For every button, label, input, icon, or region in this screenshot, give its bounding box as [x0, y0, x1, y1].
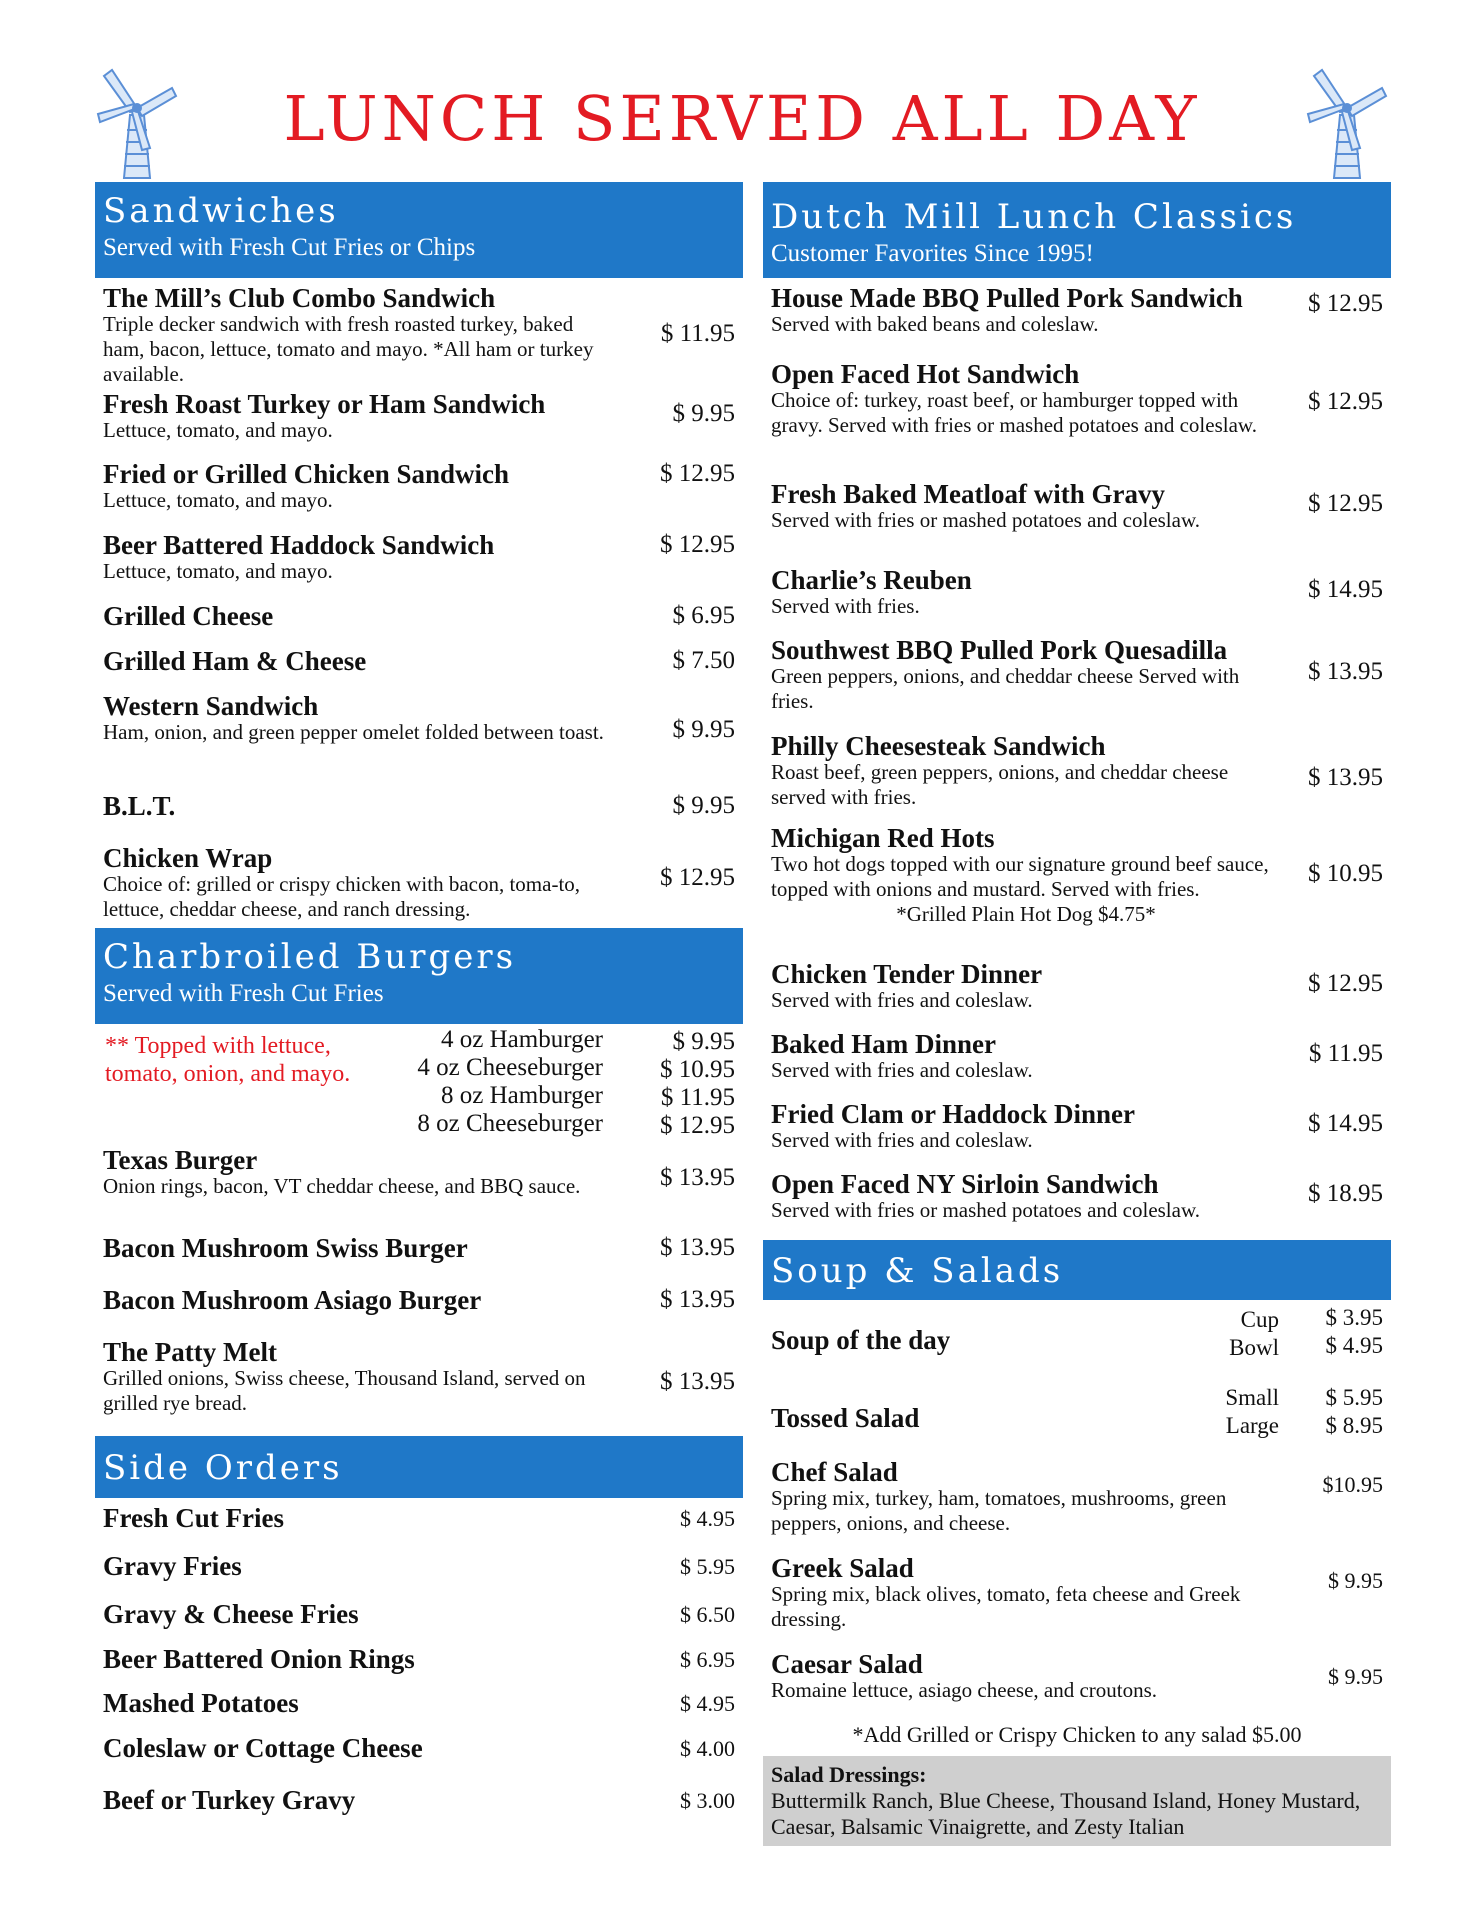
- item-description: Two hot dogs topped with our signature ground beef sauce, topped with onions and mustard. Served with fries.: [771, 852, 1269, 901]
- item-price: $ 12.95: [1308, 388, 1383, 415]
- soup-options: [1229, 1306, 1279, 1362]
- item-description: Lettuce, tomato, and mayo.: [103, 559, 333, 583]
- list-item: [95, 1338, 743, 1428]
- item-price: $ 7.50: [672, 647, 735, 674]
- item-name: Chef Salad: [771, 1457, 898, 1487]
- section-title: Sandwiches: [103, 191, 339, 231]
- item-name: Open Faced Hot Sandwich: [771, 359, 1080, 389]
- size-label: 4 oz Hamburger: [441, 1026, 603, 1053]
- size-price: $ 9.95: [672, 1028, 735, 1055]
- list-item: [95, 531, 743, 602]
- item-price: $10.95: [1322, 1472, 1383, 1497]
- item-name: Grilled Cheese: [103, 601, 274, 631]
- item-name: Beef or Turkey Gravy: [103, 1785, 356, 1815]
- sides-header: [95, 1436, 743, 1498]
- item-name: Western Sandwich: [103, 691, 319, 721]
- item-description: Spring mix, turkey, ham, tomatoes, mushrooms, green peppers, onions, and cheese.: [771, 1486, 1227, 1535]
- section-title: Dutch Mill Lunch Classics: [771, 197, 1297, 237]
- list-item: [95, 692, 743, 792]
- item-name: Gravy & Cheese Fries: [103, 1599, 359, 1629]
- item-name: Chicken Wrap: [103, 843, 273, 873]
- left-column: [95, 182, 743, 1830]
- list-item: [95, 390, 743, 460]
- tossed-row: [763, 1382, 1391, 1458]
- section-subtitle: Served with Fresh Cut Fries or Chips: [103, 234, 476, 261]
- item-price: $ 5.95: [680, 1554, 735, 1579]
- right-column: [763, 182, 1391, 1846]
- item-name: Soup of the day: [771, 1325, 951, 1355]
- item-price: $ 13.95: [660, 1286, 735, 1313]
- item-name: Fresh Cut Fries: [103, 1503, 284, 1533]
- section-title: Soup & Salads: [771, 1251, 1064, 1291]
- soup-row: [763, 1304, 1391, 1382]
- item-price: $ 13.95: [1308, 658, 1383, 685]
- classics-list: [763, 284, 1391, 1236]
- item-price: $ 13.95: [660, 1368, 735, 1395]
- list-item: [763, 284, 1391, 360]
- item-price: $ 14.95: [1308, 1110, 1383, 1137]
- item-name: Fried Clam or Haddock Dinner: [771, 1099, 1135, 1129]
- list-item: [95, 1600, 743, 1645]
- item-name: Fresh Roast Turkey or Ham Sandwich: [103, 389, 546, 419]
- section-title: Charbroiled Burgers: [103, 937, 517, 977]
- item-description: Served with fries and coleslaw.: [771, 1058, 1033, 1082]
- item-description: Served with fries and coleslaw.: [771, 1128, 1033, 1152]
- item-name: Beer Battered Haddock Sandwich: [103, 530, 495, 560]
- item-price: $ 12.95: [1308, 970, 1383, 997]
- item-price: $ 12.95: [1308, 290, 1383, 317]
- item-price: $ 6.95: [680, 1647, 735, 1672]
- item-description: Green peppers, onions, and cheddar cheese Served with fries.: [771, 664, 1240, 713]
- item-description: Served with fries or mashed potatoes and coleslaw.: [771, 508, 1201, 532]
- soups-header: [763, 1240, 1391, 1300]
- list-item: [95, 1689, 743, 1734]
- item-name: Michigan Red Hots: [771, 823, 995, 853]
- item-name: Tossed Salad: [771, 1403, 920, 1433]
- item-name: The Mill’s Club Combo Sandwich: [103, 283, 496, 313]
- dressings-title: Salad Dressings:: [771, 1762, 927, 1787]
- option-price: $ 5.95: [1325, 1385, 1383, 1410]
- list-item: [95, 1504, 743, 1552]
- item-price: $ 18.95: [1308, 1180, 1383, 1207]
- option-label: Cup: [1240, 1307, 1279, 1332]
- item-description: Romaine lettuce, asiago cheese, and croutons.: [771, 1678, 1158, 1702]
- classics-header: [763, 182, 1391, 278]
- item-name: Chicken Tender Dinner: [771, 959, 1043, 989]
- item-name: Grilled Ham & Cheese: [103, 646, 367, 676]
- item-name: House Made BBQ Pulled Pork Sandwich: [771, 283, 1243, 313]
- item-description: Choice of: grilled or crispy chicken with bacon, toma-to, lettuce, cheddar cheese, and ranch dressing.: [103, 872, 581, 921]
- item-description: Roast beef, green peppers, onions, and cheddar cheese served with fries.: [771, 760, 1229, 809]
- item-price: $ 4.95: [680, 1506, 735, 1531]
- size-price: $ 12.95: [660, 1112, 735, 1139]
- list-item: [763, 732, 1391, 824]
- size-price: $ 10.95: [660, 1056, 735, 1083]
- item-description: Grilled onions, Swiss cheese, Thousand Island, served on grilled rye bread.: [103, 1366, 586, 1415]
- list-item: [95, 1645, 743, 1689]
- option-label: Bowl: [1229, 1335, 1279, 1360]
- list-item: [763, 824, 1391, 960]
- list-item: [763, 1650, 1391, 1720]
- item-name: Mashed Potatoes: [103, 1688, 299, 1718]
- burger-sizes: [95, 1024, 743, 1146]
- list-item: [763, 1554, 1391, 1650]
- option-price: $ 8.95: [1325, 1413, 1383, 1438]
- item-name: B.L.T.: [103, 791, 176, 821]
- salad-list: [763, 1458, 1391, 1720]
- list-item: [763, 480, 1391, 566]
- item-description: Onion rings, bacon, VT cheddar cheese, and BBQ sauce.: [103, 1174, 581, 1198]
- size-label: 8 oz Hamburger: [441, 1082, 603, 1109]
- item-price: $ 6.50: [680, 1602, 735, 1627]
- option-price: $ 3.95: [1325, 1305, 1383, 1330]
- list-item: [95, 602, 743, 647]
- sandwiches-header: [95, 182, 743, 278]
- item-price: $ 9.95: [672, 716, 735, 743]
- item-name: Fresh Baked Meatloaf with Gravy: [771, 479, 1165, 509]
- item-name: The Patty Melt: [103, 1337, 277, 1367]
- soup-prices: [1326, 1304, 1384, 1360]
- list-item: [95, 284, 743, 390]
- item-price: $ 11.95: [660, 320, 735, 347]
- item-price: $ 12.95: [660, 531, 735, 558]
- item-price: $ 4.00: [680, 1736, 735, 1761]
- list-item: [763, 1170, 1391, 1236]
- item-name: Bacon Mushroom Asiago Burger: [103, 1285, 482, 1315]
- item-name: Open Faced NY Sirloin Sandwich: [771, 1169, 1159, 1199]
- list-item: [95, 1286, 743, 1338]
- item-price: $ 13.95: [660, 1164, 735, 1191]
- item-name: Southwest BBQ Pulled Pork Quesadilla: [771, 635, 1228, 665]
- list-item: [95, 1146, 743, 1234]
- item-description: Choice of: turkey, roast beef, or hamburger topped with gravy. Served with fries or mashed potatoes and coleslaw.: [771, 388, 1257, 437]
- option-label: Large: [1225, 1413, 1279, 1438]
- chicken-note: *Add Grilled or Crispy Chicken to any salad $5.00: [852, 1722, 1302, 1747]
- item-price: $ 4.95: [680, 1691, 735, 1716]
- tossed-prices: [1326, 1384, 1384, 1440]
- item-description: Served with fries.: [771, 594, 920, 618]
- item-price: $ 10.95: [1308, 860, 1383, 887]
- list-item: [95, 1734, 743, 1786]
- item-name: Charlie’s Reuben: [771, 565, 972, 595]
- size-labels: [417, 1026, 603, 1138]
- section-subtitle: Served with Fresh Cut Fries: [103, 980, 384, 1007]
- item-description: Triple decker sandwich with fresh roasted turkey, baked ham, bacon, lettuce, tomato and mayo. *All ham or turkey available.: [103, 312, 594, 386]
- item-price: $ 11.95: [1308, 1040, 1383, 1067]
- list-item: [763, 960, 1391, 1030]
- item-name: Baked Ham Dinner: [771, 1029, 997, 1059]
- burgers-header: [95, 928, 743, 1024]
- list-item: [95, 1786, 743, 1830]
- size-price: $ 11.95: [660, 1084, 735, 1111]
- list-item: [763, 566, 1391, 636]
- item-name: Greek Salad: [771, 1553, 914, 1583]
- option-price: $ 4.95: [1325, 1333, 1383, 1358]
- item-description: Spring mix, black olives, tomato, feta cheese and Greek dressing.: [771, 1582, 1241, 1631]
- sandwich-list: [95, 284, 743, 924]
- sides-list: [95, 1504, 743, 1830]
- section-title: Side Orders: [103, 1448, 343, 1488]
- section-subtitle: Customer Favorites Since 1995!: [771, 240, 1094, 267]
- item-price: $ 9.95: [672, 400, 735, 427]
- list-item: [763, 1100, 1391, 1170]
- list-item: [763, 360, 1391, 480]
- item-note: *Grilled Plain Hot Dog $4.75*: [896, 902, 1156, 926]
- item-price: $ 14.95: [1308, 576, 1383, 603]
- list-item: [763, 636, 1391, 732]
- list-item: [763, 1030, 1391, 1100]
- list-item: [763, 1458, 1391, 1554]
- item-name: Bacon Mushroom Swiss Burger: [103, 1233, 468, 1263]
- item-description: Lettuce, tomato, and mayo.: [103, 418, 333, 442]
- item-price: $ 9.95: [1328, 1664, 1383, 1689]
- item-name: Fried or Grilled Chicken Sandwich: [103, 459, 510, 489]
- list-item: [95, 792, 743, 844]
- dressings-list: Buttermilk Ranch, Blue Cheese, Thousand Island, Honey Mustard, Caesar, Balsamic Vinaigrette, and Zesty Italian: [771, 1788, 1361, 1839]
- item-name: Coleslaw or Cottage Cheese: [103, 1733, 423, 1763]
- burger-list: [95, 1146, 743, 1428]
- item-price: $ 12.95: [660, 460, 735, 487]
- tossed-options: [1225, 1384, 1279, 1440]
- item-price: $ 9.95: [1328, 1568, 1383, 1593]
- size-label: 8 oz Cheeseburger: [417, 1110, 603, 1137]
- item-description: Ham, onion, and green pepper omelet folded between toast.: [103, 720, 604, 744]
- item-price: $ 13.95: [1308, 764, 1383, 791]
- item-price: $ 3.00: [680, 1788, 735, 1813]
- item-description: Served with fries or mashed potatoes and coleslaw.: [771, 1198, 1201, 1222]
- item-name: Caesar Salad: [771, 1649, 923, 1679]
- list-item: [95, 1234, 743, 1286]
- topping-note: ** Topped with lettuce, tomato, onion, and mayo.: [105, 1033, 351, 1087]
- item-price: $ 6.95: [672, 602, 735, 629]
- size-prices: [660, 1028, 735, 1140]
- item-name: Texas Burger: [103, 1145, 258, 1175]
- item-description: Served with baked beans and coleslaw.: [771, 312, 1099, 336]
- item-name: Beer Battered Onion Rings: [103, 1644, 415, 1674]
- item-description: Lettuce, tomato, and mayo.: [103, 488, 333, 512]
- list-item: [95, 844, 743, 924]
- item-price: $ 9.95: [672, 792, 735, 819]
- size-label: 4 oz Cheeseburger: [417, 1054, 603, 1081]
- list-item: [95, 1552, 743, 1600]
- salad-dressings: [763, 1756, 1391, 1846]
- item-name: Gravy Fries: [103, 1551, 242, 1581]
- option-label: Small: [1225, 1385, 1279, 1410]
- page-title: LUNCH SERVED ALL DAY: [283, 82, 1201, 155]
- item-price: $ 12.95: [660, 864, 735, 891]
- list-item: [95, 647, 743, 692]
- item-price: $ 13.95: [660, 1234, 735, 1261]
- item-name: Philly Cheesesteak Sandwich: [771, 731, 1106, 761]
- item-price: $ 12.95: [1308, 490, 1383, 517]
- item-description: Served with fries and coleslaw.: [771, 988, 1033, 1012]
- list-item: [95, 460, 743, 531]
